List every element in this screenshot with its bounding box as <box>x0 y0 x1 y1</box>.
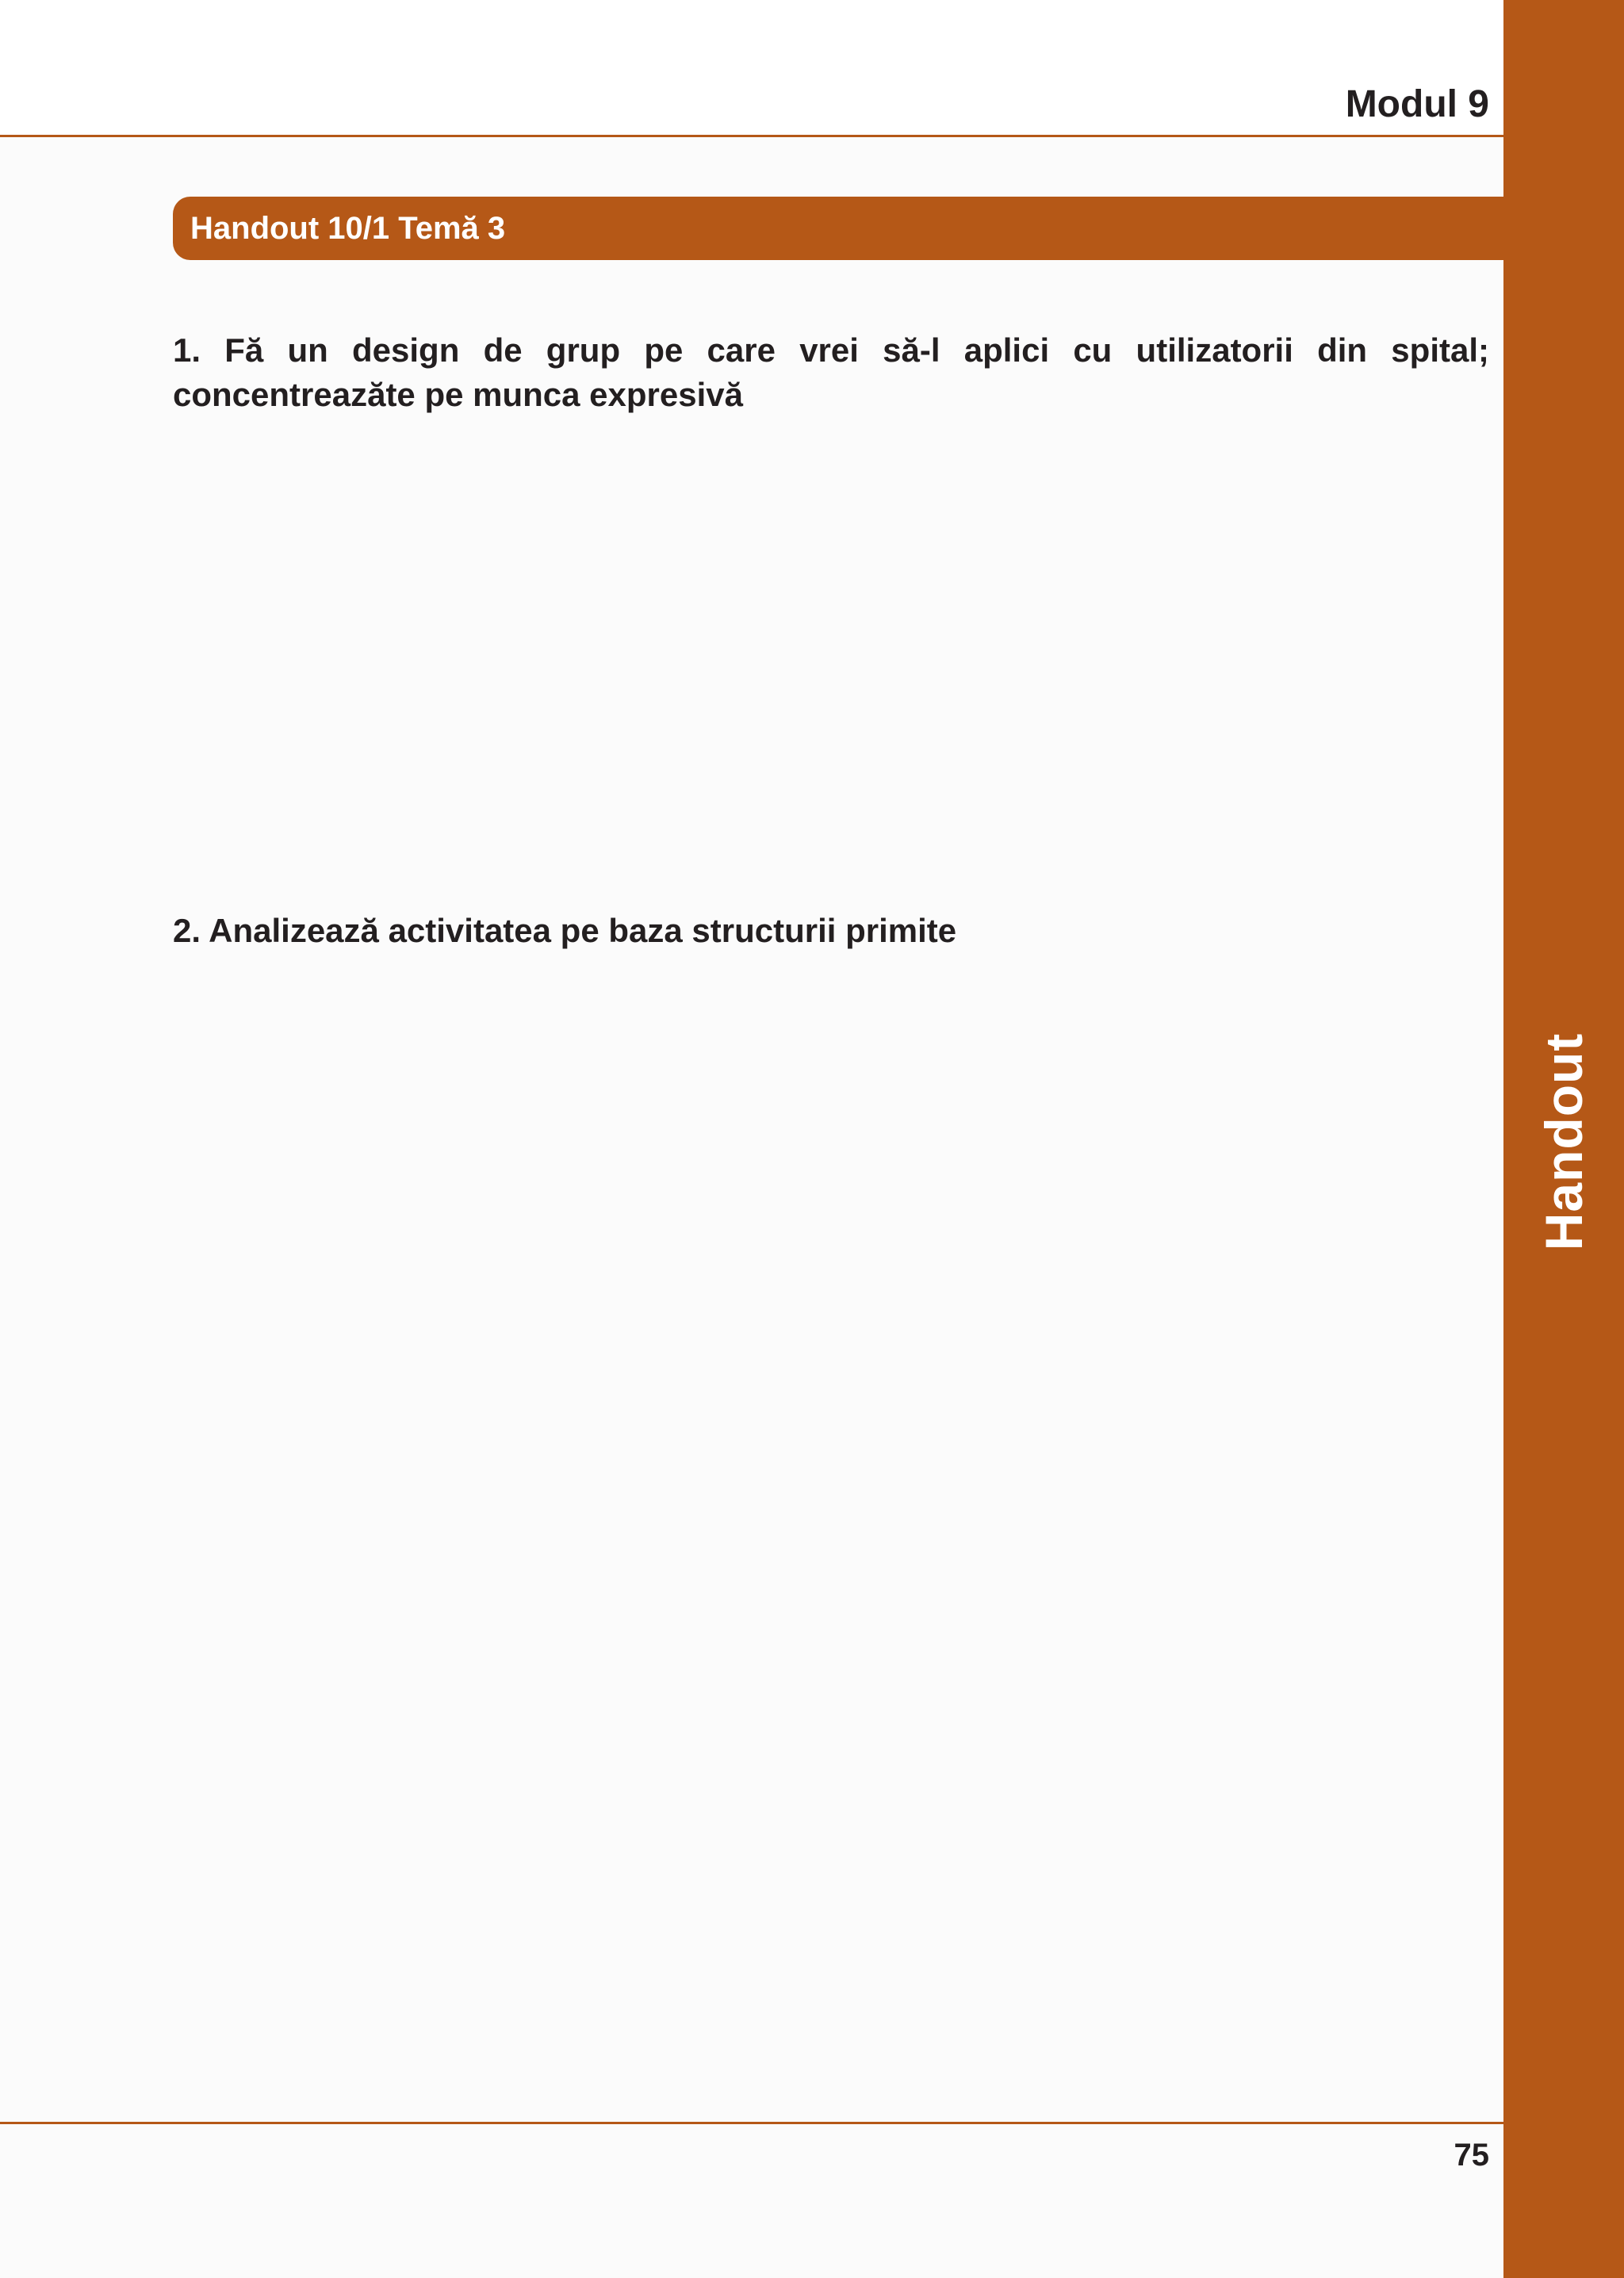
header-divider <box>0 135 1503 137</box>
handout-banner-title: Handout 10/1 Temă 3 <box>190 211 506 246</box>
footer-divider <box>0 2122 1503 2124</box>
header-background <box>0 0 1503 136</box>
handout-banner <box>173 197 1503 260</box>
module-title: Modul 9 <box>1345 83 1489 125</box>
page-number: 75 <box>1454 2138 1489 2173</box>
question-1: 1. Fă un design de grup pe care vrei să-l aplici cu utilizatorii din spital; concentreazăte pe munca expresivă <box>173 331 1489 413</box>
question-2: 2. Analizează activitatea pe baza structurii primite <box>173 912 957 949</box>
sidebar-label: Handout <box>1534 1032 1593 1251</box>
